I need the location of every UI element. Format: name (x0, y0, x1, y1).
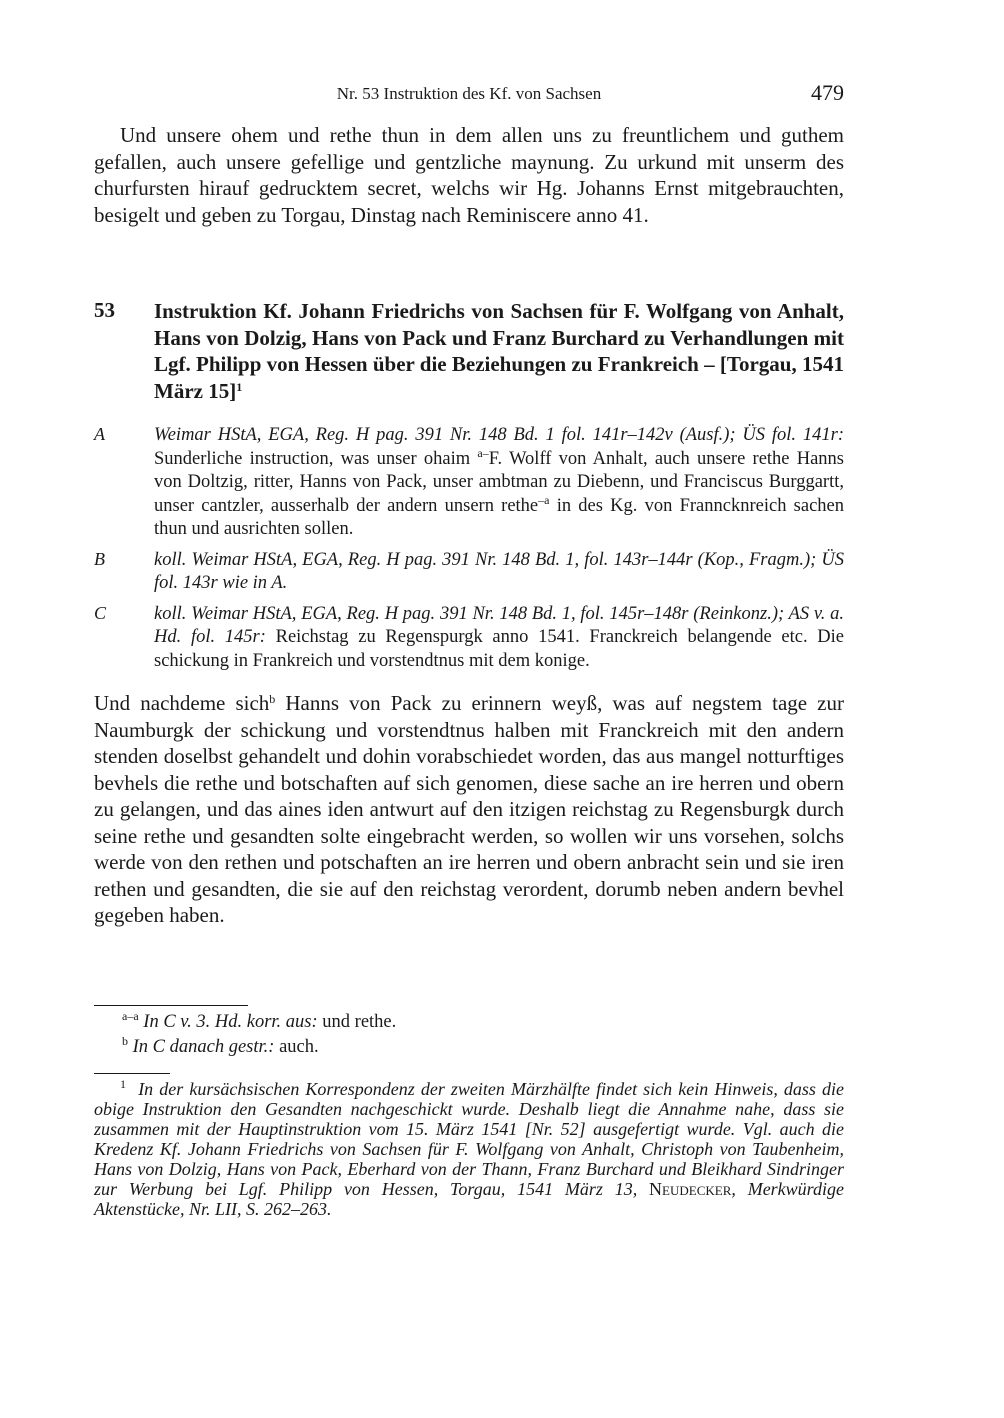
note-italic: In C danach gestr.: (132, 1037, 275, 1057)
note-mark: a–a (122, 1009, 139, 1023)
source-entry-c (94, 603, 844, 674)
source-archive-reference: koll. Weimar HStA, EGA, Reg. H pag. 391 Nr. 148 Bd. 1, fol. 145r–148r (Reinkonz.); AS v. a. Hd. fol. 145r: (154, 603, 844, 647)
source-description (154, 424, 844, 542)
source-description (154, 549, 844, 596)
page-number: 479 (811, 80, 844, 105)
textual-note-a (122, 1010, 844, 1035)
note-italic: In C v. 3. Hd. korr. aus: (143, 1012, 318, 1032)
source-text: Reichstag zu Regenspurgk anno 1541. Franckreich belangende etc. Die schickung in Frankreich und vorstendtnus mit dem konige. (154, 627, 844, 671)
source-archive-reference: koll. Weimar HStA, EGA, Reg. H pag. 391 Nr. 148 Bd. 1, fol. 143r–144r (Kop., Fragm.); ÜS fol. 143r wie in A. (154, 549, 844, 593)
source-text: in des Kg. von Franncknreich sachen thun und ausrichten sollen. (154, 495, 844, 539)
footnote-italic: , Merkwürdige Aktenstücke, Nr. LII, S. 262–263. (94, 1179, 845, 1219)
textual-note-b (122, 1035, 844, 1060)
variant-mark-open[interactable]: a– (477, 445, 489, 460)
paragraph-closing-formula: Und unsere ohem und rethe thun in dem allen uns zu freuntlichem und guthem gefallen, auch unsere gefellige und gentzliche maynung. Zu urkund mit unserm des churfursten hirauf gedrucktem secret, welchs wir Hg. Johanns Ernst mitgebrauchten, besigelt und geben zu Torgau, Dinstag nach Reminiscere anno 41. (94, 123, 844, 227)
source-text: Sunderliche instruction, was unser ohaim (154, 448, 478, 469)
paragraph-text: Und nachdeme sich (94, 691, 270, 715)
running-head (94, 80, 844, 108)
variant-mark-b[interactable]: b (269, 692, 276, 706)
apparatus-separator-rule (94, 1005, 248, 1006)
source-siglum: A (94, 424, 105, 444)
footnote-reference-1[interactable]: 1 (236, 379, 243, 394)
variant-mark-close[interactable]: –a (538, 492, 550, 507)
document-title (154, 298, 844, 404)
footnote-author: Neudecker (649, 1179, 732, 1199)
textual-notes (122, 1010, 844, 1060)
source-text: F. Wolff von Anhalt, auch unsere rethe Hanns von Doltzig, ritter, Hanns von Pack, unser ambtman zu Diebenn, und Franciscus Burggartt, unser cantzler, ausserhalb der andern unsern rethe (154, 448, 845, 516)
paragraph-instruction-text (94, 690, 844, 929)
running-head-title: Nr. 53 Instruktion des Kf. von Sachsen (336, 84, 602, 103)
document-number: 53 (94, 298, 115, 322)
source-siglum: C (94, 602, 107, 623)
footnote-mark: 1 (120, 1077, 126, 1091)
document-title-text: Instruktion Kf. Johann Friedrichs von Sachsen für F. Wolfgang von Anhalt, Hans von Dolzig, Hans von Pack und Franz Burchard zu Verhandlungen mit Lgf. Philipp von Hessen über die Beziehungen zu Frankreich – [Torgau, 1541 März 15] (154, 299, 844, 403)
source-entry-a (94, 424, 844, 542)
source-description (154, 603, 844, 674)
note-text: auch. (274, 1037, 319, 1057)
source-apparatus (94, 424, 844, 673)
source-siglum: B (94, 548, 105, 569)
note-mark: b (122, 1034, 128, 1048)
paragraph-text: Hanns von Pack zu erinnern weyß, was auf negstem tage zur Naumburgk der schickung und vorstendtnus halben mit Franckreich mit den andern stenden doselbst gehandelt und dohin vorabschiedet worden, das aus mangel notturftiges bevhels die rethe und botschaften auf sich genomen, diese sache an ire herren und obern zu gelangen, und das aines iden antwurt auf den itzigen reichstag zu Regensburgk durch seine rethe und gesandten solte eingebracht werden, so wollen wir uns vorsehen, solchs werde von den rethen und potschaften an ire herren und obern anbracht sein und sie iren rethen und gesandten, die sie auf den reichstag verordent, dorumb neben andern bevhel gegeben haben. (94, 691, 844, 927)
source-entry-b (94, 549, 844, 596)
source-archive-reference: Weimar HStA, EGA, Reg. H pag. 391 Nr. 148 Bd. 1 fol. 141r–142v (Ausf.); ÜS fol. 141r: (154, 425, 844, 445)
footnote-1 (94, 1079, 844, 1219)
footnote-italic: In der kursächsischen Korrespondenz der zweiten Märzhälfte findet sich kein Hinweis, dass die obige Instruktion den Gesandten nachgeschickt wurde. Deshalb liegt die Annahme nahe, dass sie zusammen mit der Hauptinstruktion vom 15. März 1541 [Nr. 52] ausgefertigt wurde. Vgl. auch die Kredenz Kf. Johann Friedrichs von Sachsen für F. Wolfgang von Anhalt, Christoph von Taubenheim, Hans von Dolzig, Hans von Pack, Eberhard von der Thann, Franz Burchard und Bleikhard Sindringer zur Werbung bei Lgf. Philipp von Hessen, Torgau, 1541 März 13, (94, 1079, 844, 1199)
footnote-separator-rule (94, 1073, 170, 1074)
note-text: und rethe. (317, 1012, 397, 1032)
